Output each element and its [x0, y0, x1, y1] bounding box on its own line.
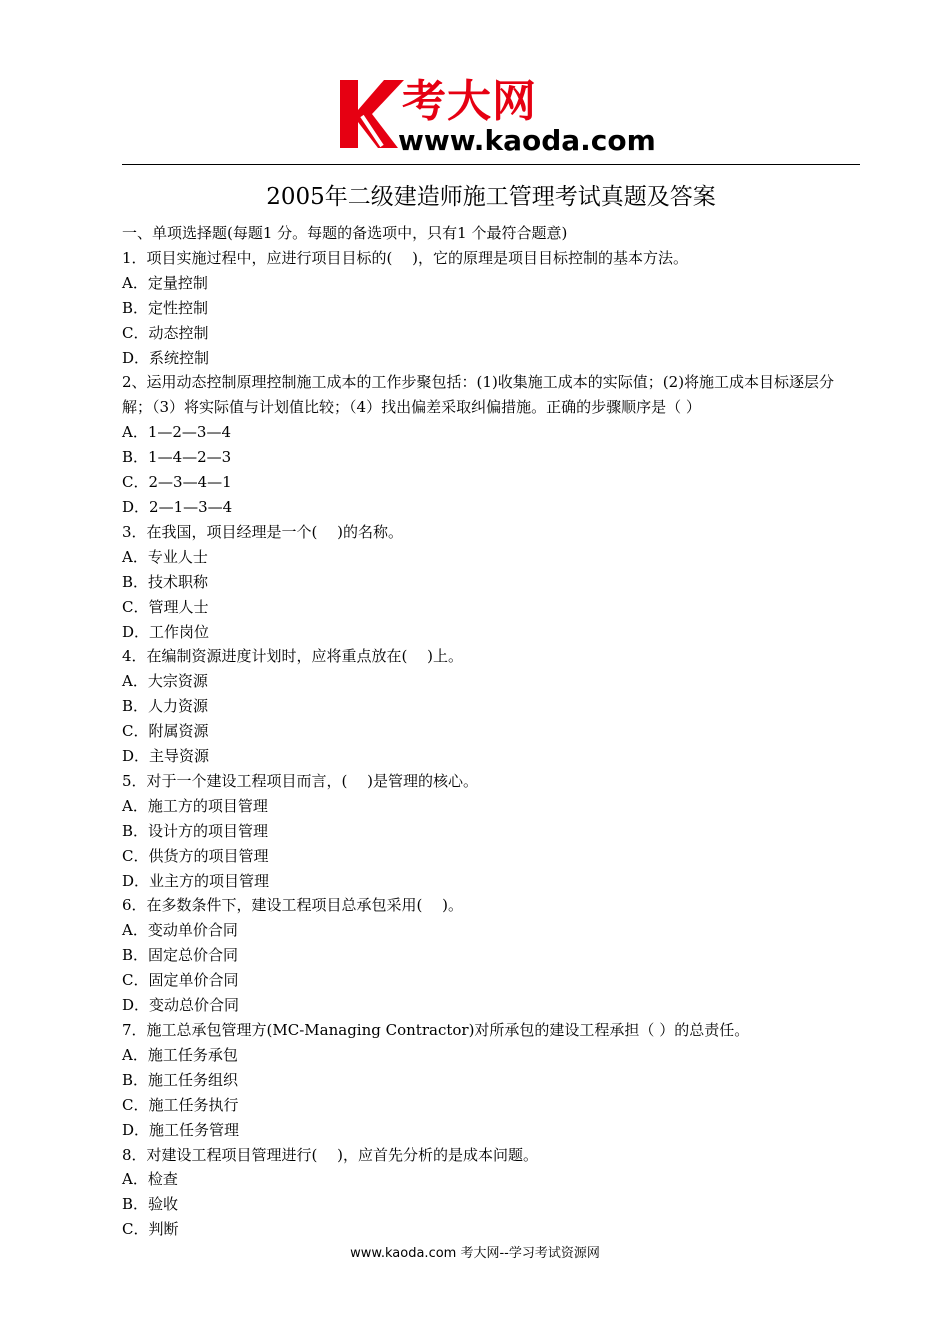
document-line: 3．在我国，项目经理是一个( )的名称。: [122, 522, 404, 541]
document-line: C．2—3—4—1: [122, 473, 232, 492]
document-line: D．2—1—3—4: [122, 497, 233, 516]
document-line: C．管理人士: [122, 597, 209, 616]
document-line: C．判断: [122, 1220, 179, 1239]
document-line: 2、运用动态控制原理控制施工成本的工作步聚包括：(1)收集施工成本的实际值；(2)将施工成本目标逐层分解；（3）将实际值与计划值比较；（4）找出偏差采取纠偏措施。正确的步骤顺序是（ ）: [122, 373, 835, 417]
document-line: B．固定总价合同: [122, 946, 239, 965]
document-line: 一、单项选择题(每题1 分。每题的备选项中，只有1 个最符合题意): [122, 224, 568, 242]
document-line: B．定性控制: [122, 298, 209, 317]
document-line: B．验收: [122, 1195, 179, 1214]
logo-url: www.kaoda.com: [398, 124, 656, 157]
question-list: [122, 221, 860, 1242]
document-line: D．工作岗位: [122, 622, 210, 641]
document-line: B．施工任务组织: [122, 1070, 239, 1089]
document-line: D．业主方的项目管理: [122, 871, 270, 890]
document-line: D．施工任务管理: [122, 1120, 240, 1139]
document-line: 1．项目实施过程中，应进行项目目标的( )，它的原理是项目目标控制的基本方法。: [122, 248, 689, 267]
document-line: D．系统控制: [122, 348, 210, 367]
document-line: 6．在多数条件下，建设工程项目总承包采用( )。: [122, 896, 464, 915]
document-line: A．定量控制: [122, 273, 208, 292]
document-line: A．施工任务承包: [122, 1045, 238, 1064]
document-line: A．施工方的项目管理: [122, 796, 268, 815]
logo-title: 考大网: [402, 76, 537, 127]
document-line: B．人力资源: [122, 697, 209, 716]
document-line: B．设计方的项目管理: [122, 821, 269, 840]
document-title: 2005年二级建造师施工管理考试真题及答案: [266, 184, 716, 210]
header-divider: [122, 164, 860, 165]
document-line: A．变动单价合同: [122, 921, 238, 940]
document-line: C．动态控制: [122, 323, 209, 342]
document-line: C．施工任务执行: [122, 1095, 239, 1114]
document-line: A．检查: [122, 1170, 178, 1189]
document-line: A．专业人士: [122, 547, 208, 566]
document-line: B．1—4—2—3: [122, 448, 232, 467]
site-logo: [338, 76, 658, 156]
document-line: 5．对于一个建设工程项目而言，( )是管理的核心。: [122, 771, 479, 790]
document-line: D．主导资源: [122, 747, 210, 766]
document-line: C．附属资源: [122, 722, 209, 741]
document-line: 7．施工总承包管理方(MC-Managing Contractor)对所承包的建设工程承担（ ）的总责任。: [122, 1021, 750, 1039]
document-line: C．固定单价合同: [122, 971, 239, 990]
document-line: A．大宗资源: [122, 672, 208, 691]
document-line: D．变动总价合同: [122, 996, 240, 1015]
page-footer: www.kaoda.com 考大网--学习考试资源网: [350, 1246, 600, 1261]
document-line: 4．在编制资源进度计划时，应将重点放在( )上。: [122, 647, 464, 666]
document-line: C．供货方的项目管理: [122, 846, 269, 865]
document-line: B．技术职称: [122, 572, 209, 591]
document-line: A．1—2—3—4: [122, 423, 232, 442]
document-line: 8．对建设工程项目管理进行( )，应首先分析的是成本问题。: [122, 1145, 539, 1164]
